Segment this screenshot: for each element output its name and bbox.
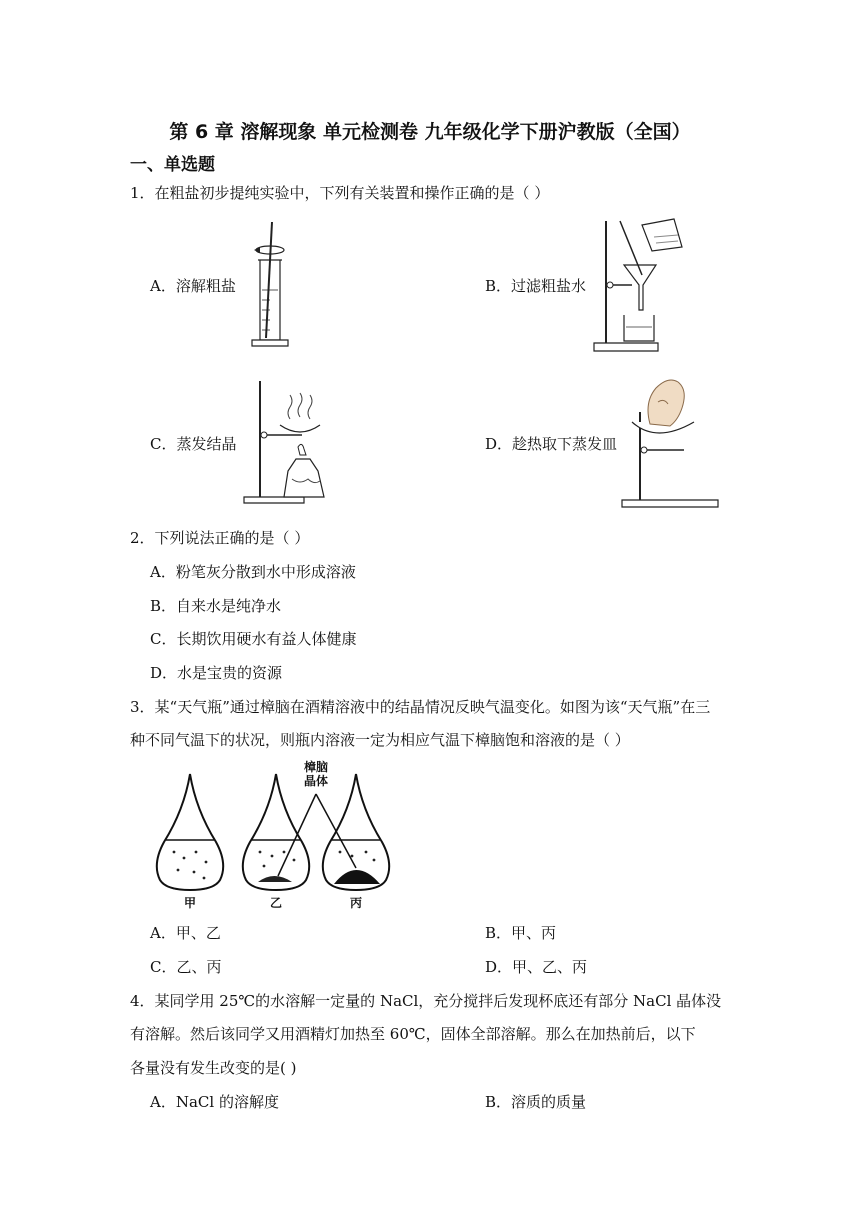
question-3-stem-line-1: 3．某“天气瓶”通过樟脑在酒精溶液中的结晶情况反映气温变化。如图为该“天气瓶”在三 [130,698,711,716]
question-4-option-a[interactable]: A．NaCl 的溶解度 [150,1093,279,1111]
bottle-label-jia: 甲 [184,896,197,910]
question-1-stem: 1．在粗盐初步提纯实验中，下列有关装置和操作正确的是（ ） [130,184,550,202]
question-4-stem-line-1: 4．某同学用 25℃的水溶解一定量的 NaCl，充分搅拌后发现杯底还有部分 NaCl 晶体没 [130,992,722,1010]
filtration-figure [590,215,700,355]
question-2-option-c[interactable]: C．长期饮用硬水有益人体健康 [150,630,357,648]
question-4-stem-line-3: 各量没有发生改变的是( ) [130,1059,297,1077]
question-1-option-c[interactable]: C．蒸发结晶 [150,435,237,453]
question-2-option-a[interactable]: A．粉笔灰分散到水中形成溶液 [150,563,356,581]
question-3-option-a[interactable]: A．甲、乙 [150,924,221,942]
question-3-option-c[interactable]: C．乙、丙 [150,958,222,976]
figure-label-crystal: 晶体 [304,774,329,788]
question-4-stem-line-2: 有溶解。然后该同学又用酒精灯加热至 60℃，固体全部溶解。那么在加热前后，以下 [130,1025,696,1043]
question-1-option-b[interactable]: B．过滤粗盐水 [485,277,587,295]
question-2-option-d[interactable]: D．水是宝贵的资源 [150,664,283,682]
dissolve-salt-figure [238,220,298,355]
question-2-stem: 2．下列说法正确的是（ ） [130,529,310,547]
weather-bottle-figure [150,760,400,910]
question-1-option-a[interactable]: A．溶解粗盐 [150,277,236,295]
question-3-option-b[interactable]: B．甲、丙 [485,924,557,942]
question-3-option-d[interactable]: D．甲、乙、丙 [485,958,588,976]
page-title: 第 6 章 溶解现象 单元检测卷 九年级化学下册沪教版（全国） [169,121,691,143]
remove-dish-figure [620,372,730,512]
question-3-stem-line-2: 种不同气温下的状况，则瓶内溶液一定为相应气温下樟脑饱和溶液的是（ ） [130,731,630,749]
bottle-label-bing: 丙 [350,896,363,910]
figure-label-camphor: 樟脑 [304,760,329,774]
question-2-option-b[interactable]: B．自来水是纯净水 [150,597,282,615]
question-4-option-b[interactable]: B．溶质的质量 [485,1093,587,1111]
evaporation-figure [238,375,338,507]
question-1-option-d[interactable]: D．趁热取下蒸发皿 [485,435,618,453]
bottle-label-yi: 乙 [270,896,283,910]
section-heading: 一、单选题 [130,155,215,175]
